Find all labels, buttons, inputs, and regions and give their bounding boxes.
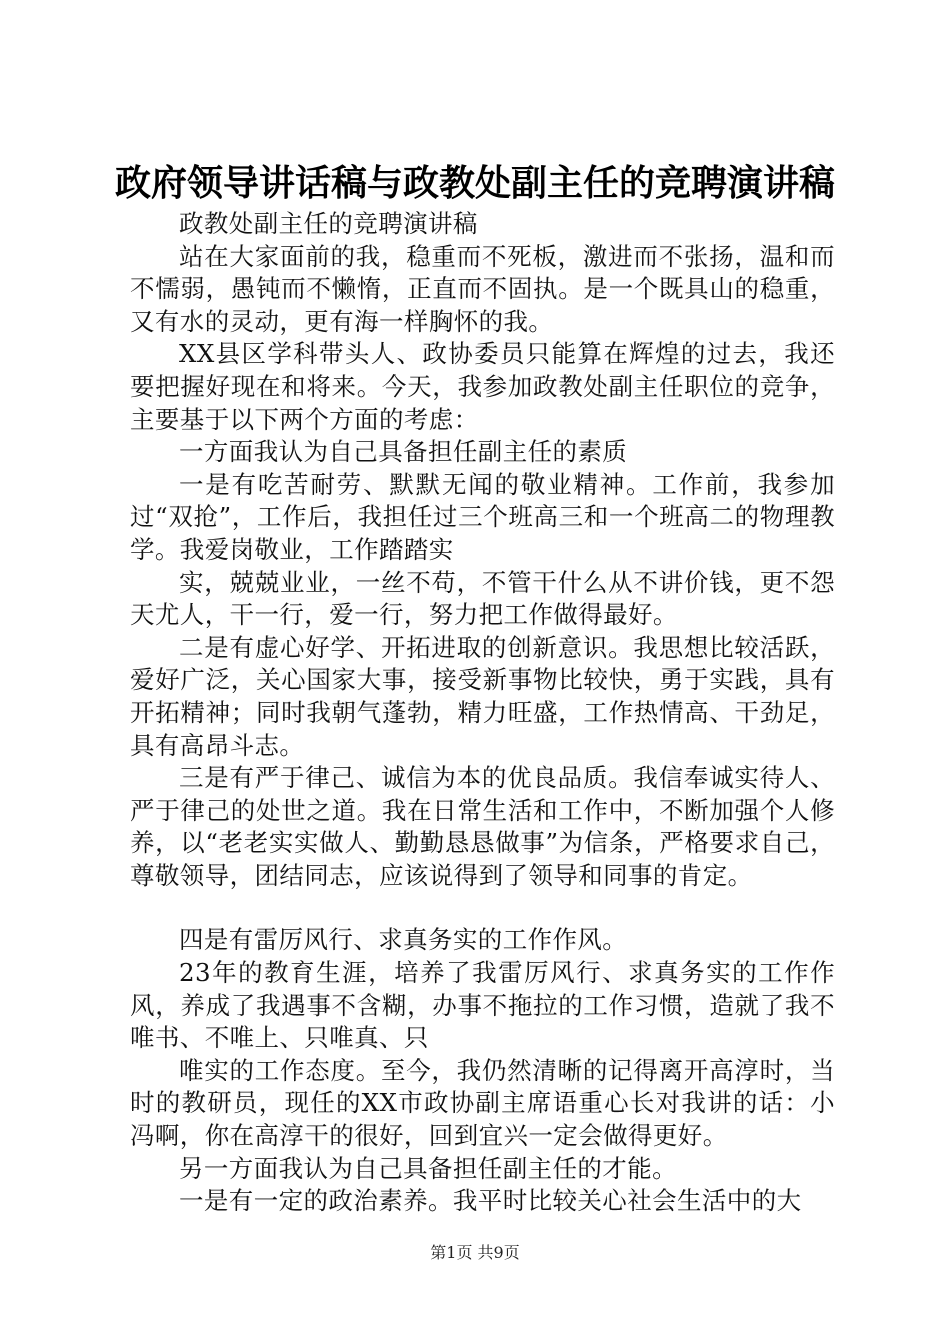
paragraph: 一是有吃苦耐劳、默默无闻的敬业精神。工作前，我参加过“双抢”，工作后，我担任过三个班高三和一个班高二的物理教学。我爱岗敬业，工作踏踏实: [130, 469, 835, 564]
document-body: [130, 208, 835, 1218]
paragraph: 实，兢兢业业，一丝不苟，不管干什么从不讲价钱，更不怨天尤人，干一行，爱一行，努力把工作做得最好。: [130, 567, 835, 630]
paragraph: 唯实的工作态度。至今，我仍然清晰的记得离开高淳时，当时的教研员，现任的XX市政协副主席语重心长对我讲的话：小冯啊，你在高淳干的很好，回到宜兴一定会做得更好。: [130, 1055, 835, 1151]
paragraph: 另一方面我认为自己具备担任副主任的才能。: [179, 1153, 677, 1183]
paragraph: 三是有严于律己、诚信为本的优良品质。我信奉诚实待人、严于律己的处世之道。我在日常生活和工作中，不断加强个人修养，以“老老实实做人、勤勤恳恳做事”为信条，严格要求自己，尊敬领导，团结同志，应该说得到了领导和同事的肯定。: [130, 763, 835, 890]
paragraph: XX县区学科带头人、政协委员只能算在辉煌的过去，我还要把握好现在和将来。今天，我参加政教处副主任职位的竞争，主要基于以下两个方面的考虑：: [130, 339, 835, 434]
page-footer: 第1页 共9页: [430, 1243, 520, 1262]
paragraph: 二是有虚心好学、开拓进取的创新意识。我思想比较活跃，爱好广泛，关心国家大事，接受新事物比较快，勇于实践，具有开拓精神；同时我朝气蓬勃，精力旺盛，工作热情高、干劲足，具有高昂斗志。: [130, 632, 835, 760]
paragraph: 23年的教育生涯，培养了我雷厉风行、求真务实的工作作风，养成了我遇事不含糊，办事不拖拉的工作习惯，造就了我不唯书、不唯上、只唯真、只: [130, 958, 835, 1053]
paragraph: 一是有一定的政治素养。我平时比较关心社会生活中的大: [179, 1186, 802, 1216]
paragraph: 站在大家面前的我，稳重而不死板，激进而不张扬，温和而不懦弱，愚钝而不懒惰，正直而不固执。是一个既具山的稳重，又有水的灵动，更有海一样胸怀的我。: [130, 241, 835, 336]
document-title: 政府领导讲话稿与政教处副主任的竞聘演讲稿: [114, 162, 835, 204]
paragraph: 一方面我认为自己具备担任副主任的素质: [179, 437, 628, 467]
paragraph-subtitle: 政教处副主任的竞聘演讲稿: [179, 209, 478, 238]
paragraph: 四是有雷厉风行、求真务实的工作作风。: [179, 925, 628, 955]
paragraph-spacer: [130, 892, 835, 924]
